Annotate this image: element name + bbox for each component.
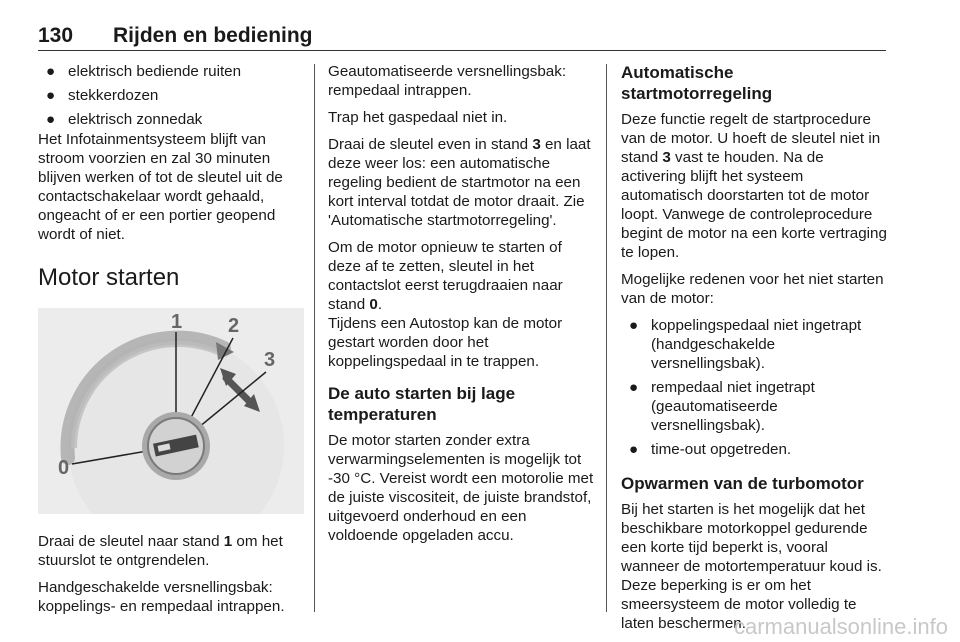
- list-item: ● elektrisch bediende ruiten: [46, 63, 242, 80]
- column-divider-2: [606, 64, 607, 612]
- list-item: ● elektrisch zonnedak: [46, 111, 203, 128]
- auto-starter-heading: Automatische startmotorregeling: [621, 63, 773, 103]
- auto-starter-paragraph: Deze functie regelt de startprocedure van de motor. U hoeft de sleutel niet in stand 3 vast te houden. Na de activering blijft het systeem automatisch doorstarten tot de motor loopt. Vanwege de controleprocedure begint de motor na een korte vertraging te lopen.: [621, 111, 887, 261]
- feature-list: [38, 62, 304, 129]
- page-number: 130: [38, 24, 74, 47]
- manual-gearbox-instruction: Handgeschakelde versnellingsbak: koppelings- en rempedaal intrappen.: [38, 579, 285, 615]
- column-2: [328, 62, 594, 553]
- no-start-reasons-intro: Mogelijke redenen voor het niet starten van de motor:: [621, 271, 884, 307]
- page-header: [38, 24, 886, 50]
- infotainment-paragraph: Het Infotainmentsysteem blijft van stroom voorzien en zal 30 minuten blijven werken of tot de sleutel uit de contactschakelaar wordt gehaald, ongeacht of er een portier geopend wordt of niet.: [38, 131, 283, 243]
- watermark: carmanualsonline.info: [733, 614, 948, 639]
- list-item: ● rempedaal niet ingetrapt (geautomatiseerde versnellingsbak).: [629, 379, 815, 434]
- unlock-instruction: Draai de sleutel naar stand 1 om het stuurslot te ontgrendelen.: [38, 533, 283, 569]
- column-3: [621, 62, 887, 641]
- position-label-3: 3: [264, 349, 276, 371]
- automated-gearbox-instruction: Geautomatiseerde versnellingsbak: rempedaal intrappen.: [328, 63, 567, 99]
- position-label-1: 1: [171, 311, 183, 333]
- column-divider-1: [314, 64, 315, 612]
- cold-start-heading: De auto starten bij lage temperaturen: [328, 384, 516, 424]
- running-title: Rijden en bediening: [113, 24, 313, 47]
- position-label-2: 2: [228, 315, 240, 337]
- autostop-paragraph: Tijdens een Autostop kan de motor gestart worden door het koppelingspedaal in te trappen.: [328, 315, 563, 370]
- list-item: ● stekkerdozen: [46, 87, 159, 104]
- position-label-0: 0: [58, 457, 70, 479]
- throttle-instruction: Trap het gaspedaal niet in.: [328, 109, 508, 126]
- ignition-switch-figure: [38, 308, 304, 514]
- turbo-warmup-paragraph: Bij het starten is het mogelijk dat het beschikbare motorkoppel gedurende een korte tijd beperkt is, vooral wanneer de motortemperatuur koud is. Deze beperking is er om het smeersysteem de motor volledig te laten beschermen.: [621, 501, 882, 632]
- cold-start-paragraph: De motor starten zonder extra verwarmingselementen is mogelijk tot -30 °C. Vereist wordt een motorolie met de juiste viscositeit, de juiste brandstof, uitgevoerd onderhoud en een voldoende opgeladen accu.: [328, 432, 594, 544]
- restart-instruction: Om de motor opnieuw te starten of deze af te zetten, sleutel in het contactslot eerst terugdraaien naar stand 0.: [328, 239, 563, 313]
- turbo-warmup-heading: Opwarmen van de turbomotor: [621, 474, 864, 493]
- start-instruction: Draai de sleutel even in stand 3 en laat deze weer los: een automatische regeling bedient de startmotor na een kort interval totdat de motor draait. Zie 'Automatische startmotorregeling'.: [328, 136, 591, 229]
- ignition-diagram: [38, 308, 304, 514]
- section-title: Motor starten: [38, 264, 180, 291]
- list-item: ● koppelingspedaal niet ingetrapt (handgeschakelde versnellingsbak).: [629, 317, 862, 372]
- list-item: ● time-out opgetreden.: [629, 441, 792, 458]
- column-1: [38, 62, 304, 616]
- no-start-reasons-list: [621, 316, 887, 459]
- header-rule: [38, 50, 886, 51]
